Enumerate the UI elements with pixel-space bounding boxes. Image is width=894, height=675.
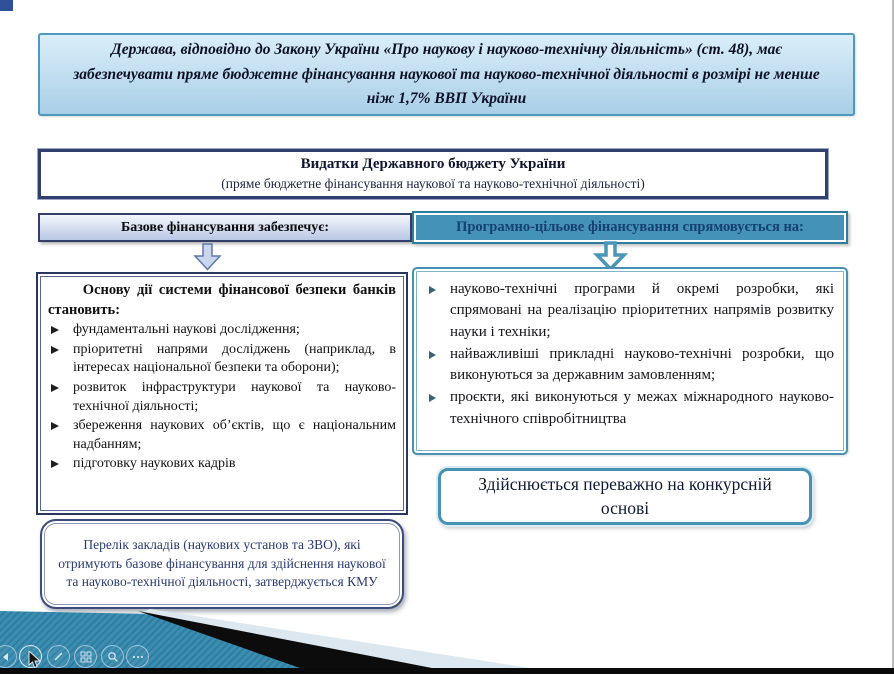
mouse-cursor (28, 651, 41, 670)
program-funding-box (412, 267, 848, 455)
down-arrow-left-icon (192, 243, 223, 271)
budget-box (38, 149, 828, 199)
list-item: розвиток інфраструктури наукової та науково-технічної діяльності; (48, 379, 396, 416)
budget-box-subtitle: (пряме бюджетне фінансування наукової та науково-технічної діяльності) (221, 175, 645, 191)
basic-funding-list (48, 321, 396, 474)
arrow-bullet-icon (51, 422, 59, 430)
basic-funding-box (36, 272, 408, 515)
program-funding-header-label: Програмно-цільове фінансування спрямовується на: (456, 219, 804, 235)
arrow-bullet-icon (429, 394, 436, 402)
previous-slide-button[interactable] (0, 645, 17, 668)
arrow-bullet-icon (51, 346, 59, 354)
list-item: фундаментальні наукові дослідження; (48, 321, 396, 340)
institutions-footnote-box (40, 519, 404, 609)
list-item: пріоритетні напрями досліджень (наприклад, в інтересах національної безпеки та оборони); (48, 341, 396, 378)
ellipsis-icon (132, 655, 144, 659)
competitive-basis-text: Здійснюється переважно на конкурсній основі (478, 473, 772, 518)
law-banner-text: Держава, відповідно до Закону України «Про наукову і науково-технічну діяльність» (ст. 48), має забезпечувати пряме бюджетне фінансування наукової та науково-технічної діяльності в розмірі не менше ніж 1,7% ВВП України (73, 41, 820, 107)
arrow-bullet-icon (51, 384, 59, 392)
list-item: збереження наукових об’єктів, що є національним надбанням; (48, 417, 396, 454)
institutions-footnote-text: Перелік закладів (наукових установ та ЗВО), які отримують базове фінансування для здійснення наукової та науково-технічної діяльності, затверджується КМУ (58, 536, 386, 590)
basic-funding-header (38, 213, 412, 242)
basic-funding-box-title: Основу дії системи фінансової безпеки банків становить: (48, 282, 396, 318)
pen-icon (53, 651, 64, 662)
previous-arrow-icon (1, 652, 11, 662)
budget-box-title: Видатки Державного бюджету України (300, 156, 566, 173)
program-funding-list (426, 279, 834, 430)
more-options-button[interactable] (126, 645, 149, 668)
arrow-bullet-icon (429, 286, 436, 294)
arrow-bullet-icon (51, 460, 59, 468)
pen-tools-button[interactable] (47, 645, 70, 668)
see-all-slides-button[interactable] (74, 645, 97, 668)
competitive-basis-note (438, 468, 812, 525)
arrow-bullet-icon (51, 326, 59, 334)
list-item: науково-технічні програми й окремі розробки, які спрямовані на реалізацію пріоритетних напрямів розвитку науки і техніки; (426, 279, 834, 343)
magnifier-icon (107, 651, 119, 663)
basic-funding-header-label: Базове фінансування забезпечує: (120, 219, 330, 235)
list-item: проєкти, які виконуються у межах міжнародного науково-технічного співробітництва (426, 387, 834, 430)
slide-grid-icon (80, 651, 92, 663)
program-funding-header (412, 211, 848, 244)
slide-corner-accent (0, 0, 13, 11)
zoom-slide-button[interactable] (101, 645, 124, 668)
list-item: найважливіші прикладні науково-технічні розробки, що виконуються за державним замовленням; (426, 344, 834, 387)
law-banner (38, 33, 855, 116)
list-item: підготовку наукових кадрів (48, 455, 396, 474)
arrow-bullet-icon (429, 351, 436, 359)
